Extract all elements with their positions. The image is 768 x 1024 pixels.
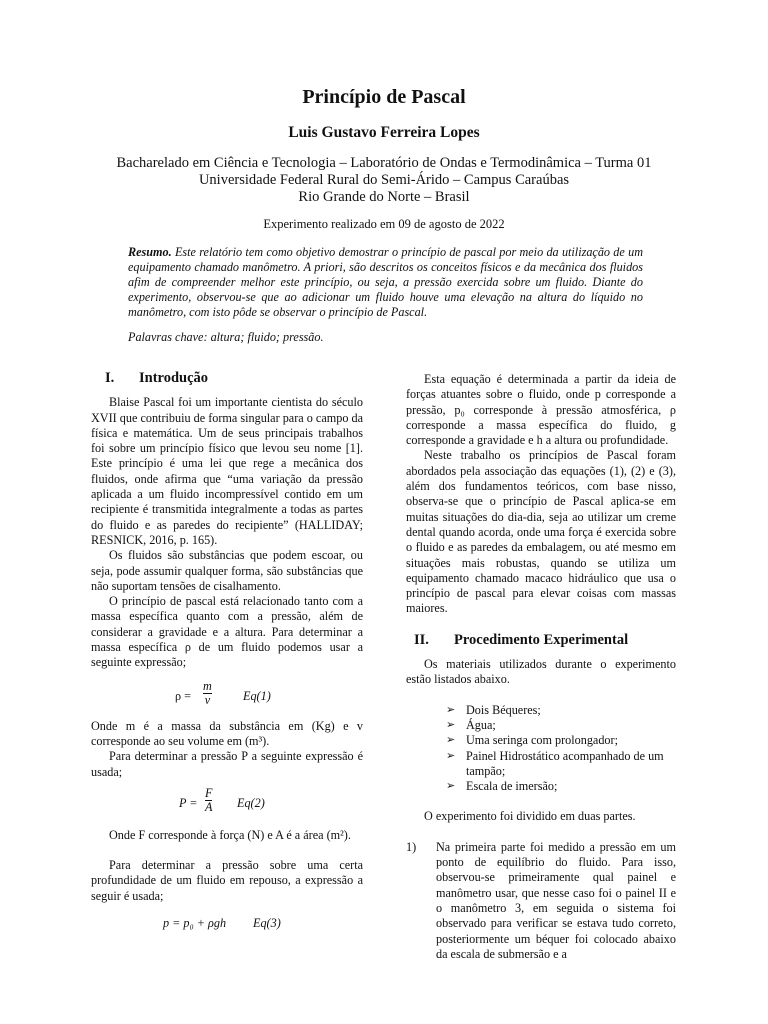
paragraph: Neste trabalho os princípios de Pascal foram abordados pela associação das equações (1), (2) e (3), além dos fundamentos teóricos, com base nisso, observa-se que o princípio de Pascal aplica-se em muitas situações do dia-dia, seja ao utilizar um creme dental quando acorda, onde uma força é exercida sobre o fluido e as paredes da embalagem, ou até mesmo em situações mais robustas, quando se utiliza um equipamento chamado macaco hidráulico que usa o princípio de pascal para elevar coisas com massas maiores.: [406, 448, 676, 616]
section-heading-introducao: [91, 371, 363, 386]
list-item-text: Escala de imersão;: [466, 779, 558, 794]
section-title: Procedimento Experimental: [454, 631, 629, 648]
experiment-date: Experimento realizado em 09 de agosto de 2022: [263, 217, 505, 231]
arrow-bullet-icon: ➢: [446, 749, 456, 762]
list-item: [446, 703, 676, 718]
arrow-bullet-icon: ➢: [446, 780, 456, 793]
materials-list: [446, 703, 676, 795]
paper-title: Princípio de Pascal: [302, 86, 466, 108]
list-item: [406, 840, 676, 962]
paragraph: Onde m é a massa da substância em (Kg) e v corresponde ao seu volume em (m³).: [91, 718, 363, 748]
list-item-text: Água;: [466, 717, 496, 732]
equation-lhs: P =: [179, 795, 198, 810]
step-text: Na primeira parte foi medido a pressão em um ponto de equilíbrio do fluido. Para isso, observou-se primeiramente qual painel e manômetro usar, que nesse caso foi o painel II e o manômetro 3, em seguida o sistema foi observado para verificar se estava tudo correto, posteriormente um béquer foi colocado abaixo da escala de submersão e a: [436, 839, 676, 961]
paragraph: Onde F corresponde à força (N) e A é a área (m²).: [109, 827, 351, 842]
equation-3: [91, 916, 363, 940]
paragraph: Os fluidos são substâncias que podem escoar, ou seja, pode assumir qualquer forma, são substâncias que não suportam tensões de cisalhamento.: [91, 548, 363, 593]
list-item: [446, 733, 676, 748]
fraction-numerator: m: [203, 678, 212, 693]
abstract-label: Resumo.: [128, 245, 172, 259]
section-number: II.: [414, 631, 429, 648]
affiliation-line: Universidade Federal Rural do Semi-Árido – Campus Caraúbas: [198, 172, 570, 188]
arrow-bullet-icon: ➢: [446, 734, 456, 747]
abstract: [128, 245, 643, 320]
equation-label: Eq(3): [253, 916, 281, 931]
abstract-text: Este relatório tem como objetivo demostrar o princípio de pascal por meio da utilização de um equipamento chamado manômetro. A priori, são descritos os conceitos físicos e da mecânica dos fluidos afim de compreender melhor este princípio, ou seja, a pressão exercida sobre um fluido. Diante do experimento, observou-se que ao adicionar um fluido houve uma elevação na altura do líquido no manômetro, com isto pôde se observar o princípio de Pascal.: [128, 245, 643, 319]
affiliation-line: Rio Grande do Norte – Brasil: [298, 189, 470, 205]
fraction-denominator: v: [204, 692, 211, 707]
paragraph: Blaise Pascal foi um importante cientista do século XVII que contribuiu de forma singular para o campo da física e matemática. Um de seus principais trabalhos foi sobre um princípio físico que levou seu nome [1]. Este princípio é uma lei que rege a mecânica dos fluidos, onde afirma que “uma variação da pressão aplicada a um fluido incompressível contido em um recipiente é transmitida integralmente a todas as partes do fluido e as paredes do recipiente” (HALLIDAY; RESNICK, 2016, p. 165).: [91, 395, 363, 547]
equation-2: [91, 784, 363, 824]
fraction-denominator: A: [205, 799, 213, 814]
list-item: [446, 749, 676, 780]
fraction-numerator: F: [205, 785, 213, 800]
list-item: [446, 779, 676, 794]
paragraph: Para determinar a pressão sobre uma certa profundidade de um fluido em repouso, a expressão a seguir é usada;: [91, 858, 363, 903]
section-number: I.: [105, 370, 115, 386]
procedure-steps: [406, 840, 676, 962]
paragraph: Para determinar a pressão P a seguinte expressão é usada;: [91, 749, 363, 779]
step-number: 1): [406, 839, 417, 854]
section-title: Introdução: [139, 370, 209, 386]
paragraph: O experimento foi dividido em duas partes.: [424, 809, 636, 824]
equation-label: Eq(1): [243, 688, 271, 703]
right-column: [406, 372, 676, 962]
list-item-text: Painel Hidrostático acompanhado de um tampão;: [466, 748, 664, 778]
left-column: [91, 371, 363, 940]
arrow-bullet-icon: ➢: [446, 718, 456, 731]
equation-1: [91, 677, 363, 719]
paragraph: O princípio de pascal está relacionado tanto com a massa específica quanto com a pressão, além de considerar a gravidade e a altura. Para determinar a massa específica ρ de um fluido podemos usar a seguinte expressão;: [91, 594, 363, 670]
affiliation-block: [0, 155, 768, 206]
list-item-text: Dois Béqueres;: [466, 702, 541, 717]
equation-lhs: ρ =: [175, 688, 192, 703]
list-item-text: Uma seringa com prolongador;: [466, 733, 618, 748]
affiliation-line: Bacharelado em Ciência e Tecnologia – Laboratório de Ondas e Termodinâmica – Turma 01: [116, 155, 652, 171]
author-name: Luis Gustavo Ferreira Lopes: [288, 124, 480, 141]
arrow-bullet-icon: ➢: [446, 703, 456, 716]
equation-label: Eq(2): [237, 795, 265, 810]
list-item: [446, 718, 676, 733]
section-heading-procedimento: [406, 633, 676, 648]
paragraph: Esta equação é determinada a partir da ideia de forças atuantes sobre o fluido, onde p corresponde a pressão, p₀ corresponde à pressão atmosférica, ρ corresponde a massa específica do fluido, g corresponde a gravidade e h a altura ou profundidade.: [406, 372, 676, 448]
keywords: Palavras chave: altura; fluido; pressão.: [128, 330, 324, 344]
equation-expression: p = p₀ + ρgh: [163, 916, 227, 931]
paragraph: Os materiais utilizados durante o experimento estão listados abaixo.: [406, 657, 676, 687]
equation-fraction: [205, 787, 212, 814]
equation-fraction: [203, 680, 212, 707]
